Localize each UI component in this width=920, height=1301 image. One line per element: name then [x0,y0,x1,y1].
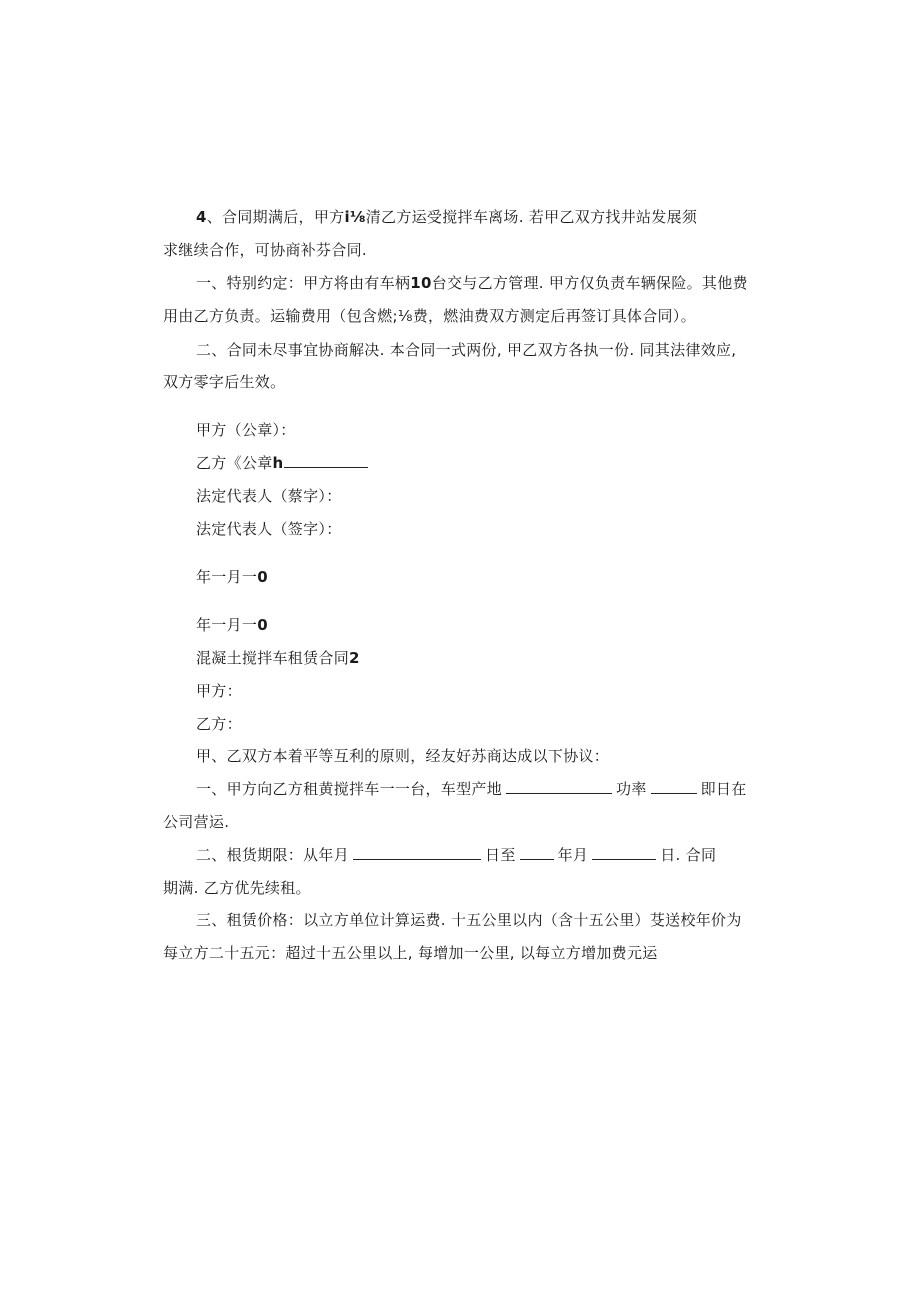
text-run: 台交与乙方管理. 甲方仅负责车辆保险。其他费 [431,274,748,292]
text-run: 年一月一 [196,568,258,586]
text-run: 混凝土搅拌车租赁合同 [196,649,350,667]
clause-4-line-2: 求继续合作，可协商补芬合同. [163,241,367,259]
text-run: i⅛ [344,208,366,226]
contract-2-party-b: 乙方： [196,715,242,733]
legal-rep-2: 法定代表人（签字）： [196,520,342,538]
party-b-seal [196,453,368,473]
text-run: 年一月一 [196,616,258,634]
party-a-seal: 甲方（公章）： [196,421,296,439]
contract-2-clause-3-line-2: 每立方二十五元：超过十五公里以上, 每增加一公里, 以每立方增加费元运 [163,944,658,962]
contract-2-party-a: 甲方： [196,682,242,700]
text-run: 一、甲方向乙方租黄搅拌车一一台，车型产地 [196,780,503,798]
text-run: 二、根货期限：从年月 [196,846,350,864]
blank-line [651,779,697,794]
blank-line [353,845,481,860]
blank-line [592,845,656,860]
text-run: 即日在 [700,780,747,798]
contract-2-intro: 甲、乙双方本着平等互利的原则，经友好苏商达成以下协议： [196,747,610,765]
text-run: h [272,454,284,472]
blank-line [520,845,554,860]
special-clause-line-2: 用由乙方负责。运输费用（包含燃;⅛费，燃油费双方测定后再签订具体合同）。 [163,307,696,325]
text-run: 清乙方运受搅拌车离场. 若甲乙双方找井站发展须 [365,208,698,226]
clause-number: 4 [196,208,207,226]
misc-clause-line-1: 二、合同未尽事宜协商解决. 本合同一式两份, 甲乙双方各执一份. 同其法律效应, [196,341,737,359]
contract-2-title [196,648,360,668]
text-run: 10 [410,274,432,292]
date-line-2 [196,615,268,635]
contract-2-clause-1-line-2: 公司营运. [163,813,230,831]
text-run: 一、特别约定：甲方将由有车柄 [196,274,411,292]
misc-clause-line-2: 双方零字后生效。 [163,373,286,391]
text-run: 日. 合同 [660,846,717,864]
special-clause-line-1 [196,273,748,293]
text-run: 0 [257,568,268,586]
legal-rep-1: 法定代表人（蔡字）： [196,487,342,505]
text-run: 0 [257,616,268,634]
text-run: 功率 [616,780,647,798]
contract-2-clause-2-line-1 [196,845,716,865]
contract-2-clause-2-line-2: 期满. 乙方优先续租。 [163,879,311,897]
text-run: 日至 [485,846,516,864]
contract-2-clause-1-line-1 [196,779,747,799]
clause-4-line-1 [196,207,697,227]
date-line-1 [196,567,268,587]
text-run: 2 [349,649,360,667]
contract-2-clause-3-line-1: 三、租赁价格：以立方单位计算运费. 十五公里以内（含十五公里）芟送校年价为 [196,911,742,929]
text-run: 乙方《公章 [196,454,273,472]
blank-line [506,779,612,794]
text-run: 、合同期满后，甲方 [206,208,345,226]
text-run: 年月 [557,846,589,864]
blank-line [284,453,368,468]
